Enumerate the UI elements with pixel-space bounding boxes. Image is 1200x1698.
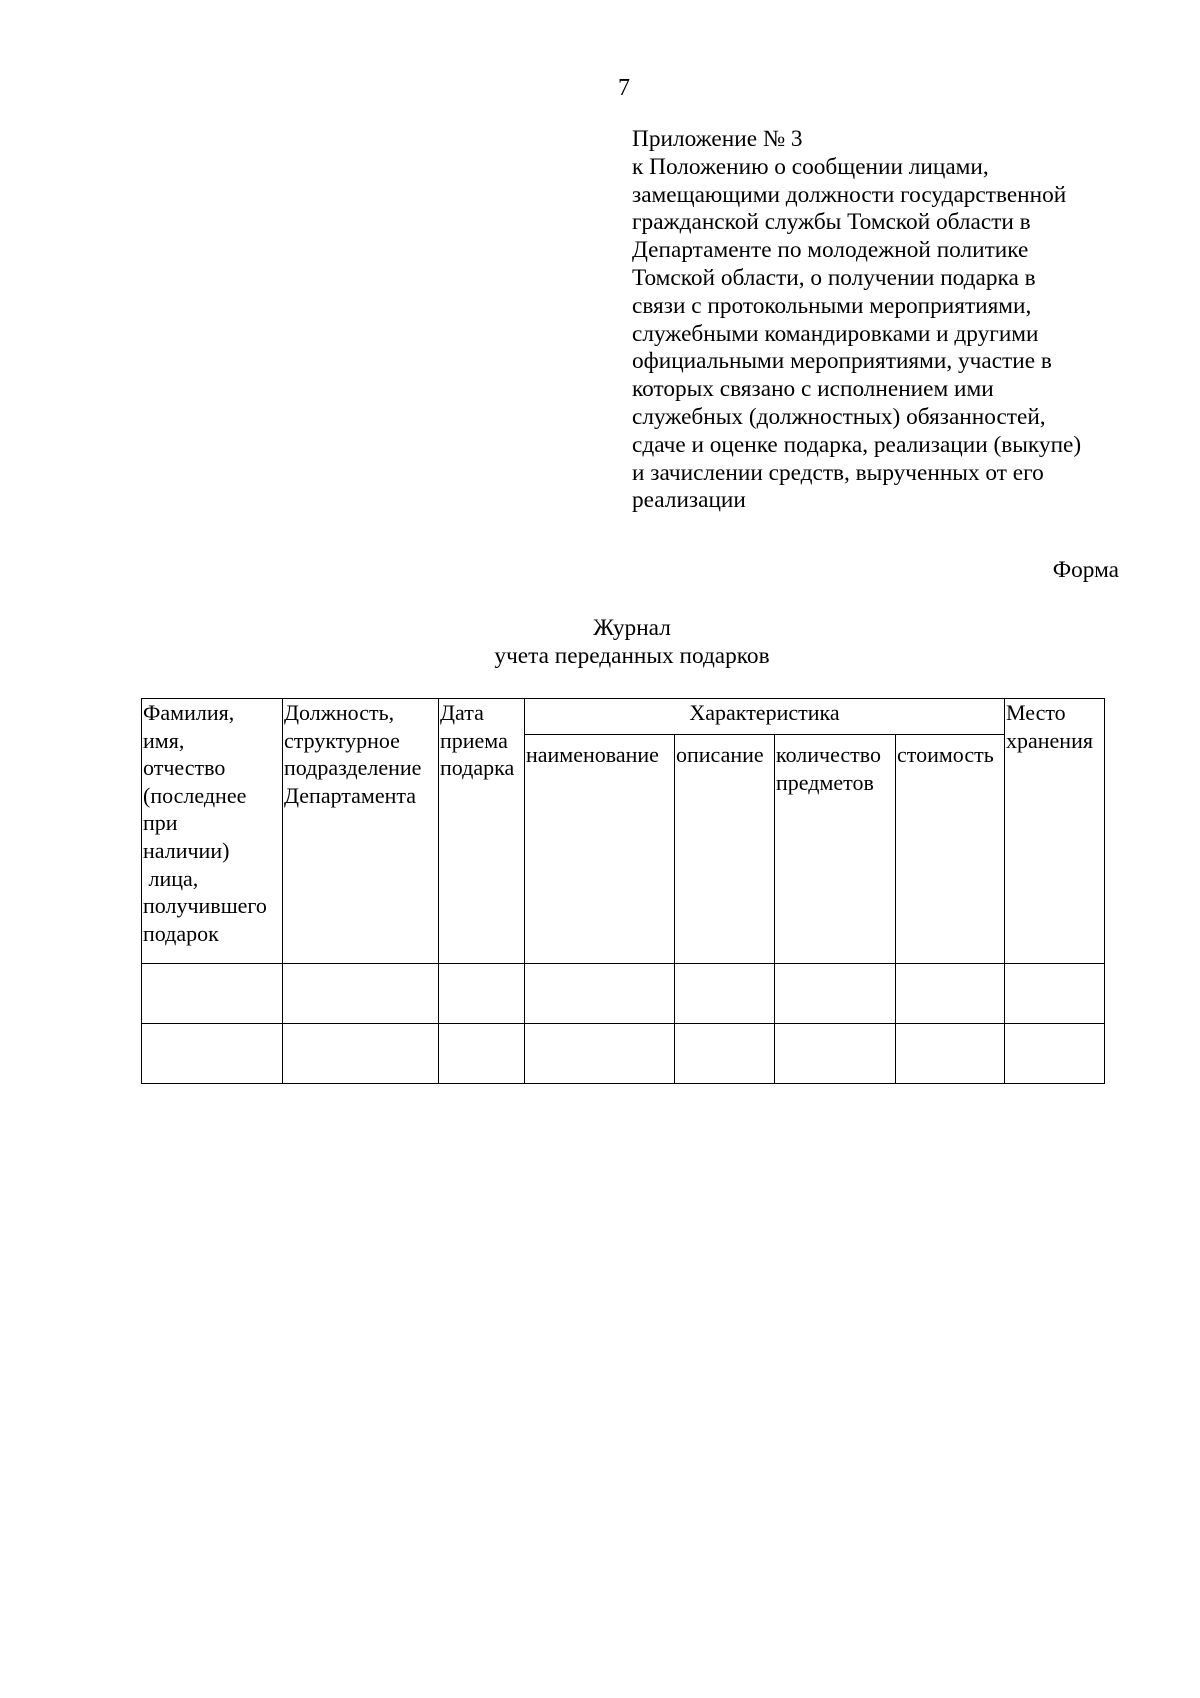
- table-row: [142, 964, 1105, 1024]
- header-receipt-date: [439, 699, 525, 964]
- appendix-line: к Положению о сообщении лицами,: [632, 153, 989, 180]
- table-cell: [525, 964, 675, 1024]
- journal-subtitle: учета переданных подарков: [494, 643, 770, 669]
- appendix-line: гражданской службы Томской области в: [632, 209, 1031, 236]
- table-row: [142, 1024, 1105, 1084]
- header-text-line: при: [143, 810, 178, 836]
- table-cell: [775, 1024, 896, 1084]
- table-cell: [675, 1024, 775, 1084]
- journal-title: Журнал: [593, 615, 671, 641]
- table-cell: [675, 964, 775, 1024]
- header-text-line: подарок: [143, 920, 219, 946]
- table-cell: [896, 964, 1005, 1024]
- header-text-line: приема: [440, 727, 508, 753]
- subheader-quantity: [775, 735, 896, 964]
- table-cell: [525, 1024, 675, 1084]
- table-cell: [283, 1024, 439, 1084]
- table-cell: [1005, 964, 1105, 1024]
- header-text-line: Дата: [440, 700, 484, 725]
- appendix-line: сдаче и оценке подарка, реализации (выкупе): [632, 431, 1082, 458]
- page-number: 7: [618, 75, 630, 101]
- header-text-line: количество: [776, 742, 882, 767]
- table-header-row: [142, 699, 1105, 735]
- header-text-line: Место: [1006, 700, 1066, 725]
- header-text-line: лица,: [143, 865, 199, 891]
- table-cell: [439, 964, 525, 1024]
- table-cell: [1005, 1024, 1105, 1084]
- header-text-line: получившего: [143, 893, 267, 919]
- subheader-name: наименование: [525, 735, 675, 964]
- header-storage-place: [1005, 699, 1105, 964]
- gift-journal-table: [141, 698, 1105, 1084]
- header-text-line: имя,: [143, 727, 185, 753]
- header-text-line: Фамилия,: [143, 700, 235, 725]
- subheader-description: описание: [675, 735, 775, 964]
- table-cell: [775, 964, 896, 1024]
- table-cell: [283, 964, 439, 1024]
- appendix-line: официальными мероприятиями, участие в: [632, 348, 1052, 375]
- header-text-line: подарка: [440, 755, 515, 781]
- journal-heading: [0, 614, 1200, 670]
- header-text-line: структурное: [284, 727, 400, 753]
- appendix-line: реализации: [632, 487, 746, 514]
- header-position: [283, 699, 439, 964]
- table-cell: [439, 1024, 525, 1084]
- header-text-line: (последнее: [143, 782, 247, 808]
- header-text-line: наличии): [143, 837, 230, 863]
- header-text-line: хранения: [1006, 727, 1093, 753]
- header-text-line: подразделение: [284, 755, 422, 781]
- header-characteristics: Характеристика: [525, 699, 1005, 735]
- appendix-line: Томской области, о получении подарка в: [632, 264, 1036, 291]
- appendix-line: Приложение № 3: [632, 126, 803, 152]
- appendix-line: служебными командировками и другими: [632, 320, 1039, 347]
- table-cell: [142, 964, 283, 1024]
- header-text-line: предметов: [776, 769, 874, 795]
- appendix-line: Департаменте по молодежной политике: [632, 237, 1029, 264]
- appendix-header: [632, 126, 1192, 515]
- header-text-line: Должность,: [284, 700, 395, 725]
- table-cell: [142, 1024, 283, 1084]
- table-cell: [896, 1024, 1005, 1084]
- header-full-name: [142, 699, 283, 964]
- appendix-line: служебных (должностных) обязанностей,: [632, 403, 1046, 430]
- appendix-line: замещающими должности государственной: [632, 181, 1067, 208]
- appendix-line: связи с протокольными мероприятиями,: [632, 292, 1032, 319]
- subheader-cost: стоимость: [896, 735, 1005, 964]
- appendix-line: и зачислении средств, вырученных от его: [632, 459, 1044, 486]
- appendix-line: которых связано с исполнением ими: [632, 376, 994, 403]
- form-label: Форма: [1052, 557, 1119, 583]
- header-text-line: отчество: [143, 755, 226, 781]
- header-text-line: Департамента: [284, 782, 417, 808]
